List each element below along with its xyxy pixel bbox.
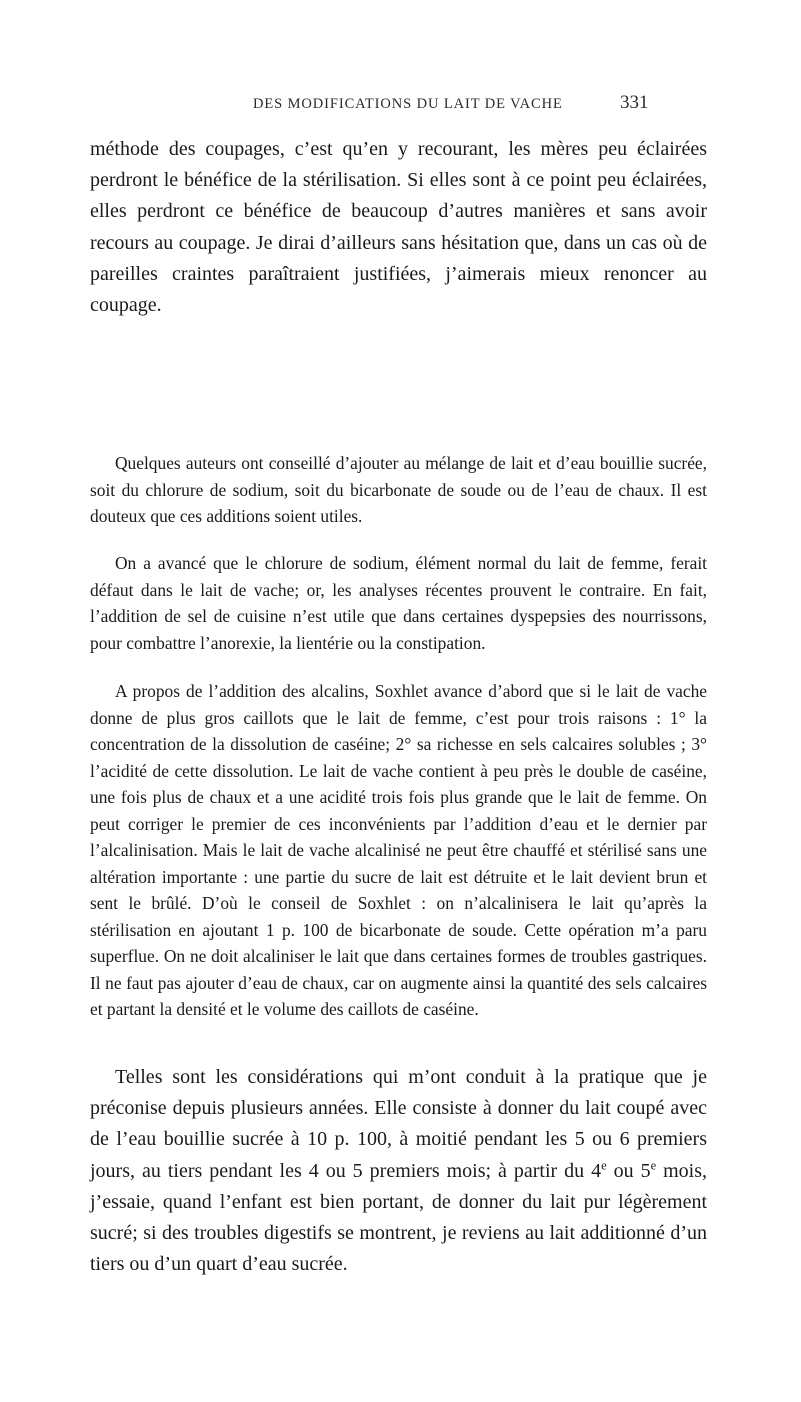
paragraph-additions: Quelques auteurs ont conseillé d’ajouter au mélange de lait et d’eau bouillie sucrée, soit du chlorure de sodium, soit du bicarbonate de soude ou de l’eau de chaux. Il est douteux que ces additions soient utiles. (90, 453, 707, 526)
superscript-e: e (650, 1157, 657, 1172)
paragraph-chlorure: On a avancé que le chlorure de sodium, élément normal du lait de femme, ferait défaut dans le lait de vache; or, les analyses récentes prouvent le contraire. En fait, l’addition de sel de cuisine n’est utile que dans certaines dyspepsies des nourrissons, pour combattre l’anorexie, la lientérie ou la constipation. (90, 553, 707, 653)
paragraph-pratique (90, 1062, 707, 1280)
paragraph-pratique-text-1: Telles sont les considérations qui m’ont conduit à la pratique que je préconise depuis plusieurs années. Elle consiste à donner du lait coupé avec de l’eau bouillie sucrée à 10 p. 100, à moitié pendant les 5 ou 6 premiers jours, au tiers pendant les 4 ou 5 premiers mois; à partir du 4 (90, 1066, 707, 1182)
paragraph-alcalins: A propos de l’addition des alcalins, Soxhlet avance d’abord que si le lait de vache donne de plus gros caillots que le lait de femme, c’est pour trois raisons : 1° la concentration de la dissolution de caséine; 2° sa richesse en sels calcaires solubles ; 3° l’acidité de cette dissolution. Le lait de vache contient à peu près le double de caséine, une fois plus de chaux et a une acidité trois fois plus grande que le lait de femme. On peut corriger le premier de ces inconvénients par l’addition d’eau et le dernier par l’alcalinisation. Mais le lait de vache alcalinisé ne peut être chauffé et stérilisé sans une altération importante : une partie du sucre de lait est détruite et le lait devient brun et sent le brûlé. D’où le conseil de Soxhlet : on n’alcalinisera le lait qu’après la stérilisation en ajoutant 1 p. 100 de bicarbonate de soude. Cette opération m’a paru superflue. On ne doit alcaliniser le lait que dans certaines formes de troubles gastriques. Il ne faut pas ajouter d’eau de chaux, car on augmente ainsi la quantité des sels calcaires et partant la densité et le volume des caillots de caséine. (90, 681, 707, 1019)
paragraph-pratique-text-2: ou 5 (606, 1159, 651, 1182)
running-head: DES MODIFICATIONS DU LAIT DE VACHE (253, 96, 563, 112)
paragraph-continuation: méthode des coupages, c’est qu’en y recourant, les mères peu éclairées perdront le bénéfice de la stérilisation. Si elles sont à ce point peu éclairées, elles perdront ce bénéfice de beaucoup d’autres manières et sans avoir recours au coupage. Je dirai d’ailleurs sans hésitation que, dans un cas où de pareilles craintes paraîtraient justifiées, j’aimerais mieux renoncer au coupage. (90, 138, 707, 317)
paragraph-pratique-text-3: mois, j’essaie, quand l’enfant est bien portant, de donner du lait pur légèrement sucré; si des troubles digestifs se montrent, je reviens au lait additionné d’un tiers ou d’un quart d’eau sucrée. (90, 1159, 708, 1276)
superscript-e: e (601, 1157, 607, 1172)
page-number: 331 (620, 92, 649, 113)
